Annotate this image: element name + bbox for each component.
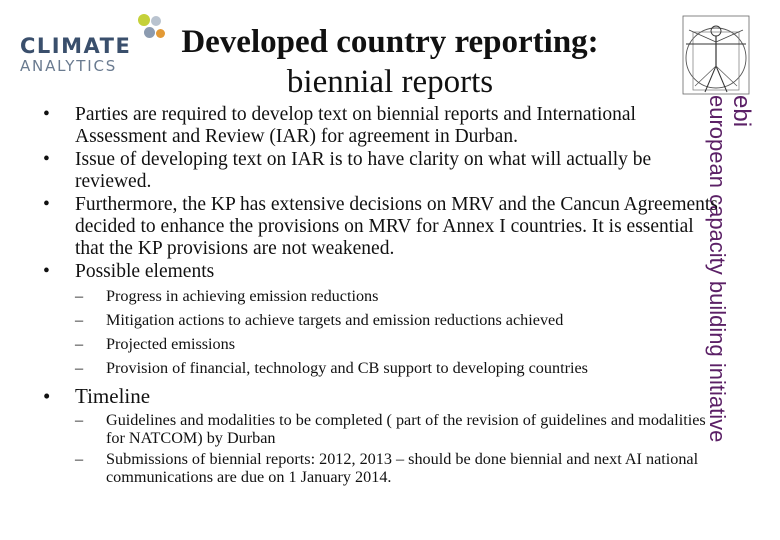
logo-line2: ANALYTICS bbox=[20, 57, 118, 75]
slide-title bbox=[150, 22, 630, 102]
possible-elements-list bbox=[75, 287, 726, 377]
bullet-item-timeline bbox=[36, 385, 726, 486]
vitruvian-man-icon bbox=[681, 14, 751, 96]
ebi-abbreviation: ebi bbox=[728, 95, 755, 128]
sub-bullet-item: – Submissions of biennial reports: 2012, 2013 – should be done biennial and next AI national communications are due on 1 January 2014. bbox=[75, 450, 726, 486]
logo-dot bbox=[138, 14, 150, 26]
sub-bullet-item: – Mitigation actions to achieve targets and emission reductions achieved bbox=[75, 311, 726, 329]
title-line2: biennial reports bbox=[286, 64, 494, 100]
bullet-list bbox=[36, 104, 726, 486]
logo-line1: CLIMATE bbox=[20, 34, 132, 58]
sub-bullet-item: – Provision of financial, technology and CB support to developing countries bbox=[75, 359, 726, 377]
sub-bullet-item: – Guidelines and modalities to be completed ( part of the revision of guidelines and modalities for NATCOM) by Durban bbox=[75, 411, 726, 447]
bullet-item-possible-elements bbox=[36, 261, 726, 377]
ebi-full-name: european capacity building initiative bbox=[705, 95, 730, 443]
sub-bullet-item: – Progress in achieving emission reductions bbox=[75, 287, 726, 305]
slide-body bbox=[36, 104, 726, 494]
bullet-item: • Issue of developing text on IAR is to have clarity on what will actually be reviewed. bbox=[36, 149, 726, 193]
sub-bullet-item: – Projected emissions bbox=[75, 335, 726, 353]
bullet-item: • Parties are required to develop text on biennial reports and International Assessment and Review (IAR) for agreement in Durban. bbox=[36, 104, 726, 148]
climate-analytics-logo bbox=[20, 12, 170, 75]
timeline-list bbox=[75, 411, 726, 486]
bullet-text: Possible elements bbox=[75, 261, 215, 282]
timeline-label: Timeline bbox=[75, 384, 151, 408]
bullet-item: • Furthermore, the KP has extensive decisions on MRV and the Cancun Agreements decided to enhance the provisions on MRV for Annex I countries. It is essential that the KP provisions are not weakened. bbox=[36, 194, 726, 260]
title-line1: Developed country reporting: bbox=[181, 24, 599, 60]
